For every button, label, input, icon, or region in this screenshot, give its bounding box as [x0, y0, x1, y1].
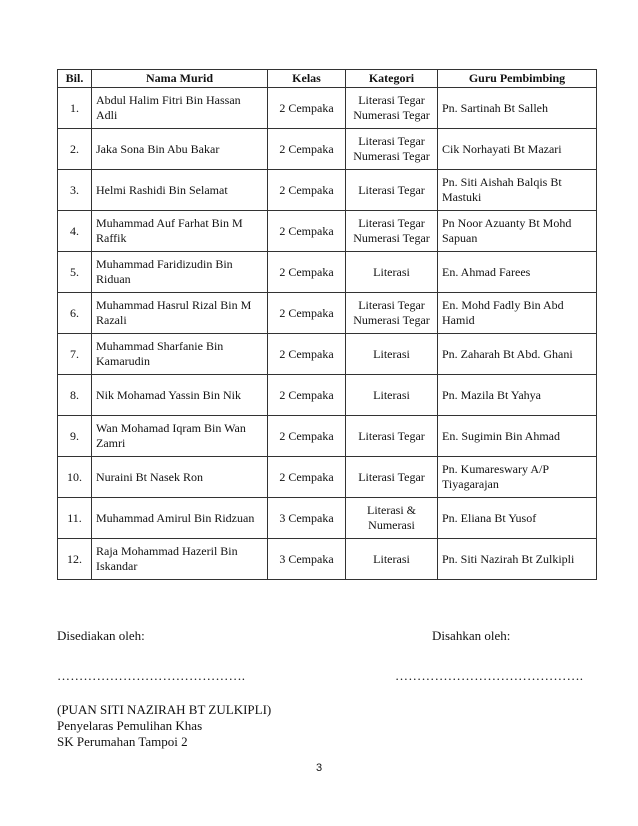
cell-bil: 12. [58, 539, 92, 580]
cell-kategori: Literasi Tegar Numerasi Tegar [346, 293, 438, 334]
signatory-title: Penyelaras Pemulihan Khas [57, 718, 203, 733]
signatory-block [57, 702, 271, 750]
prepared-signature-line: ……………………………………. [57, 668, 246, 683]
cell-kategori: Literasi Tegar Numerasi Tegar [346, 88, 438, 129]
header-nama-murid: Nama Murid [92, 70, 268, 88]
table-header-row [58, 70, 597, 88]
cell-kelas: 2 Cempaka [268, 457, 346, 498]
cell-kategori: Literasi [346, 539, 438, 580]
table-row [58, 170, 597, 211]
cell-kelas: 2 Cempaka [268, 252, 346, 293]
signatory-name: (PUAN SITI NAZIRAH BT ZULKIPLI) [57, 702, 272, 717]
cell-nama: Muhammad Sharfanie Bin Kamarudin [92, 334, 268, 375]
approved-by-label: Disahkan oleh: [432, 628, 511, 643]
cell-bil: 4. [58, 211, 92, 252]
cell-nama: Abdul Halim Fitri Bin Hassan Adli [92, 88, 268, 129]
cell-bil: 6. [58, 293, 92, 334]
cell-kelas: 3 Cempaka [268, 539, 346, 580]
cell-kategori: Literasi & Numerasi [346, 498, 438, 539]
approved-signature-line: ……………………………………. [395, 668, 584, 683]
table-row [58, 375, 597, 416]
header-kategori: Kategori [346, 70, 438, 88]
table-row [58, 416, 597, 457]
cell-kategori: Literasi Tegar [346, 416, 438, 457]
cell-guru: Pn. Sartinah Bt Salleh [438, 88, 597, 129]
table-row [58, 457, 597, 498]
cell-bil: 2. [58, 129, 92, 170]
cell-guru: Pn. Siti Nazirah Bt Zulkipli [438, 539, 597, 580]
cell-nama: Muhammad Amirul Bin Ridzuan [92, 498, 268, 539]
table-row [58, 211, 597, 252]
cell-bil: 3. [58, 170, 92, 211]
header-bil: Bil. [58, 70, 92, 88]
cell-nama: Nuraini Bt Nasek Ron [92, 457, 268, 498]
cell-guru: Pn. Zaharah Bt Abd. Ghani [438, 334, 597, 375]
prepared-by-label: Disediakan oleh: [57, 628, 145, 643]
cell-kelas: 3 Cempaka [268, 498, 346, 539]
page-number: 3 [315, 762, 323, 774]
cell-kategori: Literasi Tegar Numerasi Tegar [346, 129, 438, 170]
student-table [57, 69, 597, 580]
header-guru-pembimbing: Guru Pembimbing [438, 70, 597, 88]
cell-nama: Helmi Rashidi Bin Selamat [92, 170, 268, 211]
table-row [58, 539, 597, 580]
table-row [58, 293, 597, 334]
cell-kategori: Literasi [346, 375, 438, 416]
table-row [58, 334, 597, 375]
cell-kelas: 2 Cempaka [268, 293, 346, 334]
cell-nama: Raja Mohammad Hazeril Bin Iskandar [92, 539, 268, 580]
cell-bil: 11. [58, 498, 92, 539]
cell-nama: Wan Mohamad Iqram Bin Wan Zamri [92, 416, 268, 457]
cell-kategori: Literasi Tegar Numerasi Tegar [346, 211, 438, 252]
cell-nama: Jaka Sona Bin Abu Bakar [92, 129, 268, 170]
cell-kategori: Literasi [346, 334, 438, 375]
cell-kelas: 2 Cempaka [268, 375, 346, 416]
table-row [58, 88, 597, 129]
cell-guru: Pn. Mazila Bt Yahya [438, 375, 597, 416]
table-row [58, 129, 597, 170]
cell-kelas: 2 Cempaka [268, 170, 346, 211]
cell-guru: En. Mohd Fadly Bin Abd Hamid [438, 293, 597, 334]
table-row [58, 498, 597, 539]
cell-kategori: Literasi Tegar [346, 170, 438, 211]
cell-bil: 5. [58, 252, 92, 293]
cell-kategori: Literasi [346, 252, 438, 293]
cell-nama: Muhammad Auf Farhat Bin M Raffik [92, 211, 268, 252]
cell-kelas: 2 Cempaka [268, 416, 346, 457]
cell-guru: Pn. Kumareswary A/P Tiyagarajan [438, 457, 597, 498]
cell-guru: Cik Norhayati Bt Mazari [438, 129, 597, 170]
cell-nama: Muhammad Hasrul Rizal Bin M Razali [92, 293, 268, 334]
cell-bil: 7. [58, 334, 92, 375]
cell-bil: 10. [58, 457, 92, 498]
table-row [58, 252, 597, 293]
header-kelas: Kelas [268, 70, 346, 88]
cell-bil: 9. [58, 416, 92, 457]
cell-guru: En. Sugimin Bin Ahmad [438, 416, 597, 457]
cell-guru: En. Ahmad Farees [438, 252, 597, 293]
cell-guru: Pn. Eliana Bt Yusof [438, 498, 597, 539]
cell-guru: Pn Noor Azuanty Bt Mohd Sapuan [438, 211, 597, 252]
signatory-school: SK Perumahan Tampoi 2 [57, 734, 188, 749]
cell-bil: 8. [58, 375, 92, 416]
cell-guru: Pn. Siti Aishah Balqis Bt Mastuki [438, 170, 597, 211]
cell-bil: 1. [58, 88, 92, 129]
cell-kategori: Literasi Tegar [346, 457, 438, 498]
cell-nama: Muhammad Faridizudin Bin Riduan [92, 252, 268, 293]
cell-kelas: 2 Cempaka [268, 129, 346, 170]
cell-nama: Nik Mohamad Yassin Bin Nik [92, 375, 268, 416]
cell-kelas: 2 Cempaka [268, 211, 346, 252]
cell-kelas: 2 Cempaka [268, 334, 346, 375]
cell-kelas: 2 Cempaka [268, 88, 346, 129]
